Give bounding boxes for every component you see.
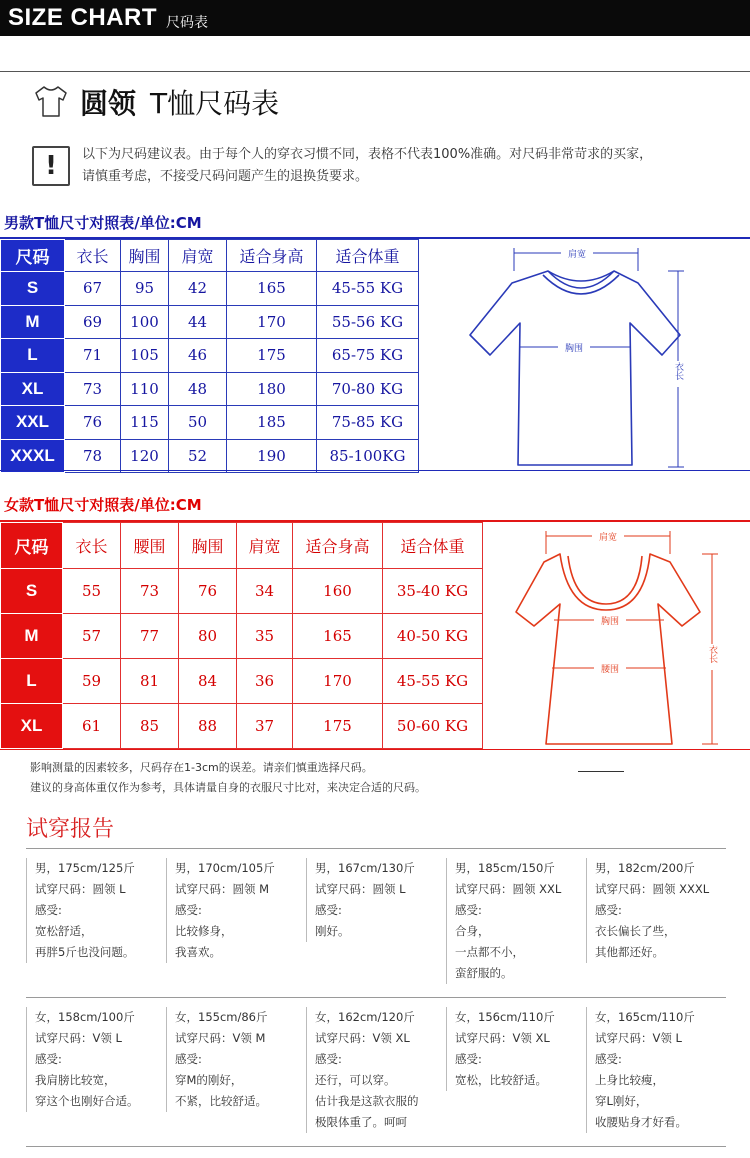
male-size-label: L bbox=[1, 339, 65, 373]
review-line: 试穿尺码：V领 XL bbox=[315, 1031, 410, 1045]
review-line: 男，185cm/150斤 bbox=[455, 861, 555, 875]
female-table-cell: 34 bbox=[237, 569, 293, 614]
male-diagram-shoulder-label: 肩宽 bbox=[567, 250, 587, 260]
female-table-cell: 160 bbox=[293, 569, 383, 614]
male-review-card bbox=[446, 858, 586, 984]
female-review-card bbox=[586, 1007, 726, 1133]
female-review-card bbox=[446, 1007, 586, 1091]
review-line: 上身比较瘦， bbox=[595, 1073, 664, 1087]
female-section-title: 女款T恤尺寸对照表/单位:CM bbox=[4, 496, 202, 514]
notice-line-1: 以下为尺码建议表。由于每个人的穿衣习惯不同，表格不代表100%准确。对尺码非常苛求的买家， bbox=[82, 147, 653, 162]
female-table-cell: 35 bbox=[237, 614, 293, 659]
review-line: 穿M的刚好， bbox=[175, 1073, 243, 1087]
female-table-cell: 76 bbox=[179, 569, 237, 614]
female-header-row bbox=[1, 523, 483, 569]
male-size-label: XXXL bbox=[1, 439, 65, 473]
review-line: 合身， bbox=[455, 924, 490, 938]
female-table-cell: 59 bbox=[63, 659, 121, 704]
male-table-cell: 185 bbox=[227, 406, 317, 440]
review-line: 一点都不小， bbox=[455, 945, 524, 959]
male-table-cell: 46 bbox=[169, 339, 227, 373]
review-line: 试穿尺码：V领 XL bbox=[455, 1031, 550, 1045]
male-table-cell: 67 bbox=[65, 272, 121, 306]
male-section-title: 男款T恤尺寸对照表/单位:CM bbox=[4, 214, 202, 232]
female-diagram-length-label: 衣长 bbox=[707, 645, 717, 663]
female-size-label: M bbox=[1, 614, 63, 659]
male-table-cell: 70-80 KG bbox=[317, 372, 419, 406]
female-table-cell: 37 bbox=[237, 704, 293, 749]
male-table-cell: 44 bbox=[169, 305, 227, 339]
report-divider bbox=[26, 1146, 726, 1147]
report-divider bbox=[26, 997, 726, 998]
female-header-cell: 腰围 bbox=[121, 523, 179, 569]
review-line: 穿L刚好， bbox=[595, 1094, 648, 1108]
male-table-cell: 78 bbox=[65, 439, 121, 473]
review-line: 蛮舒服的。 bbox=[455, 966, 513, 980]
size-chart-banner bbox=[0, 0, 750, 36]
review-line: 宽松，比较舒适。 bbox=[455, 1073, 547, 1087]
female-table-cell: 55 bbox=[63, 569, 121, 614]
review-line: 极限体重了。呵呵 bbox=[315, 1115, 407, 1129]
male-size-label: S bbox=[1, 272, 65, 306]
male-header-row bbox=[1, 240, 419, 272]
review-line: 估计我是这款衣服的 bbox=[315, 1094, 419, 1108]
review-line: 感受: bbox=[455, 903, 482, 917]
measurement-notes bbox=[30, 758, 426, 798]
review-line: 感受: bbox=[315, 1052, 342, 1066]
size-notice bbox=[32, 142, 732, 192]
female-table-cell: 170 bbox=[293, 659, 383, 704]
review-line: 试穿尺码：圆领 XXL bbox=[455, 882, 562, 896]
male-table-row bbox=[1, 372, 419, 406]
female-table-cell: 80 bbox=[179, 614, 237, 659]
review-line: 试穿尺码：V领 M bbox=[175, 1031, 266, 1045]
male-table-cell: 175 bbox=[227, 339, 317, 373]
female-table-cell: 50-60 KG bbox=[383, 704, 483, 749]
female-tshirt-diagram bbox=[482, 522, 750, 749]
male-table-cell: 65-75 KG bbox=[317, 339, 419, 373]
review-line: 穿这个也刚好合适。 bbox=[35, 1094, 139, 1108]
female-header-cell: 尺码 bbox=[1, 523, 63, 569]
female-table-cell: 61 bbox=[63, 704, 121, 749]
female-table-cell: 45-55 KG bbox=[383, 659, 483, 704]
male-table-cell: 71 bbox=[65, 339, 121, 373]
review-line: 感受: bbox=[175, 1052, 202, 1066]
male-diagram-chest-label: 胸围 bbox=[564, 344, 584, 354]
review-line: 女，165cm/110斤 bbox=[595, 1010, 695, 1024]
male-header-cell: 胸围 bbox=[121, 240, 169, 272]
male-table-cell: 55-56 KG bbox=[317, 305, 419, 339]
banner-subtitle: 尺码表 bbox=[166, 15, 208, 31]
female-table-cell: 35-40 KG bbox=[383, 569, 483, 614]
male-diagram-length-label: 衣长 bbox=[673, 362, 683, 380]
male-table-cell: 48 bbox=[169, 372, 227, 406]
male-table-cell: 75-85 KG bbox=[317, 406, 419, 440]
female-size-label: L bbox=[1, 659, 63, 704]
female-review-card bbox=[26, 1007, 166, 1112]
male-table-cell: 45-55 KG bbox=[317, 272, 419, 306]
female-table-cell: 85 bbox=[121, 704, 179, 749]
male-table-cell: 69 bbox=[65, 305, 121, 339]
female-table-cell: 36 bbox=[237, 659, 293, 704]
review-line: 宽松舒适， bbox=[35, 924, 93, 938]
review-line: 女，155cm/86斤 bbox=[175, 1010, 268, 1024]
female-header-cell: 适合身高 bbox=[293, 523, 383, 569]
review-line: 刚好。 bbox=[315, 924, 350, 938]
male-table-cell: 165 bbox=[227, 272, 317, 306]
review-line: 我喜欢。 bbox=[175, 945, 221, 959]
male-table-cell: 105 bbox=[121, 339, 169, 373]
male-review-card bbox=[26, 858, 166, 963]
male-table-row bbox=[1, 272, 419, 306]
female-review-card bbox=[306, 1007, 446, 1133]
note-line-1: 影响测量的因素较多，尺码存在1-3cm的误差。请亲们慎重选择尺码。 bbox=[30, 761, 373, 774]
female-size-label: S bbox=[1, 569, 63, 614]
review-line: 女，156cm/110斤 bbox=[455, 1010, 555, 1024]
review-line: 男，170cm/105斤 bbox=[175, 861, 275, 875]
female-table-cell: 73 bbox=[121, 569, 179, 614]
male-size-label: M bbox=[1, 305, 65, 339]
review-line: 试穿尺码：圆领 M bbox=[175, 882, 270, 896]
female-table-cell: 175 bbox=[293, 704, 383, 749]
female-header-cell: 胸围 bbox=[179, 523, 237, 569]
female-review-card bbox=[166, 1007, 306, 1112]
review-line: 男，167cm/130斤 bbox=[315, 861, 415, 875]
female-table-row bbox=[1, 659, 483, 704]
male-review-card bbox=[306, 858, 446, 942]
male-table-cell: 170 bbox=[227, 305, 317, 339]
female-section-bottom-line bbox=[0, 749, 750, 750]
review-line: 女，158cm/100斤 bbox=[35, 1010, 135, 1024]
female-table-row bbox=[1, 704, 483, 749]
male-header-cell: 尺码 bbox=[1, 240, 65, 272]
male-table-row bbox=[1, 406, 419, 440]
female-table-cell: 57 bbox=[63, 614, 121, 659]
review-line: 还行，可以穿。 bbox=[315, 1073, 396, 1087]
male-table-cell: 73 bbox=[65, 372, 121, 406]
note-line-2: 建议的身高体重仅作为参考，具体请量自身的衣服尺寸比对，来决定合适的尺码。 bbox=[30, 781, 426, 794]
review-line: 男，175cm/125斤 bbox=[35, 861, 135, 875]
review-line: 感受: bbox=[35, 903, 62, 917]
report-divider bbox=[26, 848, 726, 849]
review-line: 试穿尺码：圆领 L bbox=[35, 882, 126, 896]
male-size-label: XL bbox=[1, 372, 65, 406]
male-table-row bbox=[1, 439, 419, 473]
female-table-cell: 40-50 KG bbox=[383, 614, 483, 659]
review-line: 衣长偏长了些， bbox=[595, 924, 676, 938]
review-line: 感受: bbox=[455, 1052, 482, 1066]
male-table-cell: 115 bbox=[121, 406, 169, 440]
male-table-cell: 100 bbox=[121, 305, 169, 339]
review-line: 感受: bbox=[595, 903, 622, 917]
review-line: 收腰贴身才好看。 bbox=[595, 1115, 687, 1129]
female-table-cell: 84 bbox=[179, 659, 237, 704]
male-header-cell: 肩宽 bbox=[169, 240, 227, 272]
male-review-card bbox=[586, 858, 726, 963]
female-table-cell: 81 bbox=[121, 659, 179, 704]
review-line: 感受: bbox=[35, 1052, 62, 1066]
review-line: 再胖5斤也没问题。 bbox=[35, 945, 135, 959]
male-header-cell: 衣长 bbox=[65, 240, 121, 272]
male-review-card bbox=[166, 858, 306, 963]
review-line: 试穿尺码：圆领 L bbox=[315, 882, 406, 896]
short-rule bbox=[578, 771, 624, 772]
female-header-cell: 适合体重 bbox=[383, 523, 483, 569]
male-table-cell: 52 bbox=[169, 439, 227, 473]
review-line: 试穿尺码：圆领 XXXL bbox=[595, 882, 710, 896]
review-line: 感受: bbox=[175, 903, 202, 917]
male-size-label: XXL bbox=[1, 406, 65, 440]
male-table-cell: 42 bbox=[169, 272, 227, 306]
review-line: 不紧，比较舒适。 bbox=[175, 1094, 267, 1108]
male-table-cell: 76 bbox=[65, 406, 121, 440]
review-line: 我肩膀比较宽， bbox=[35, 1073, 116, 1087]
male-header-cell: 适合身高 bbox=[227, 240, 317, 272]
female-table-cell: 165 bbox=[293, 614, 383, 659]
female-diagram-shoulder-label: 肩宽 bbox=[598, 533, 618, 543]
heading-rest: T恤尺码表 bbox=[150, 87, 280, 120]
fitting-report-title: 试穿报告 bbox=[26, 817, 115, 842]
notice-text bbox=[82, 144, 732, 188]
notice-line-2: 请慎重考虑，不接受尺码问题产生的退换货要求。 bbox=[82, 169, 369, 184]
male-size-table bbox=[0, 239, 419, 473]
male-section-bottom-line bbox=[0, 470, 750, 471]
review-line: 其他都还好。 bbox=[595, 945, 664, 959]
female-table-cell: 77 bbox=[121, 614, 179, 659]
divider bbox=[0, 71, 750, 72]
female-table-row bbox=[1, 569, 483, 614]
female-diagram-waist-label: 腰围 bbox=[600, 665, 620, 675]
tshirt-icon bbox=[32, 84, 70, 118]
male-table-cell: 110 bbox=[121, 372, 169, 406]
review-line: 女，162cm/120斤 bbox=[315, 1010, 415, 1024]
review-line: 试穿尺码：V领 L bbox=[595, 1031, 682, 1045]
female-table-row bbox=[1, 614, 483, 659]
female-diagram-chest-label: 胸围 bbox=[600, 617, 620, 627]
male-table-cell: 190 bbox=[227, 439, 317, 473]
heading-bold: 圆领 bbox=[80, 87, 137, 120]
female-header-cell: 衣长 bbox=[63, 523, 121, 569]
review-line: 感受: bbox=[315, 903, 342, 917]
male-table-cell: 85-100KG bbox=[317, 439, 419, 473]
warning-icon: ! bbox=[32, 146, 70, 186]
male-tshirt-diagram bbox=[418, 239, 750, 470]
review-line: 试穿尺码：V领 L bbox=[35, 1031, 122, 1045]
male-header-cell: 适合体重 bbox=[317, 240, 419, 272]
review-line: 感受: bbox=[595, 1052, 622, 1066]
male-table-cell: 50 bbox=[169, 406, 227, 440]
male-table-row bbox=[1, 305, 419, 339]
female-header-cell: 肩宽 bbox=[237, 523, 293, 569]
male-table-cell: 95 bbox=[121, 272, 169, 306]
male-table-row bbox=[1, 339, 419, 373]
female-table-cell: 88 bbox=[179, 704, 237, 749]
female-size-table bbox=[0, 522, 483, 749]
female-size-label: XL bbox=[1, 704, 63, 749]
male-table-cell: 120 bbox=[121, 439, 169, 473]
male-table-cell: 180 bbox=[227, 372, 317, 406]
banner-title: SIZE CHART bbox=[8, 4, 157, 31]
review-line: 比较修身， bbox=[175, 924, 233, 938]
review-line: 男，182cm/200斤 bbox=[595, 861, 695, 875]
